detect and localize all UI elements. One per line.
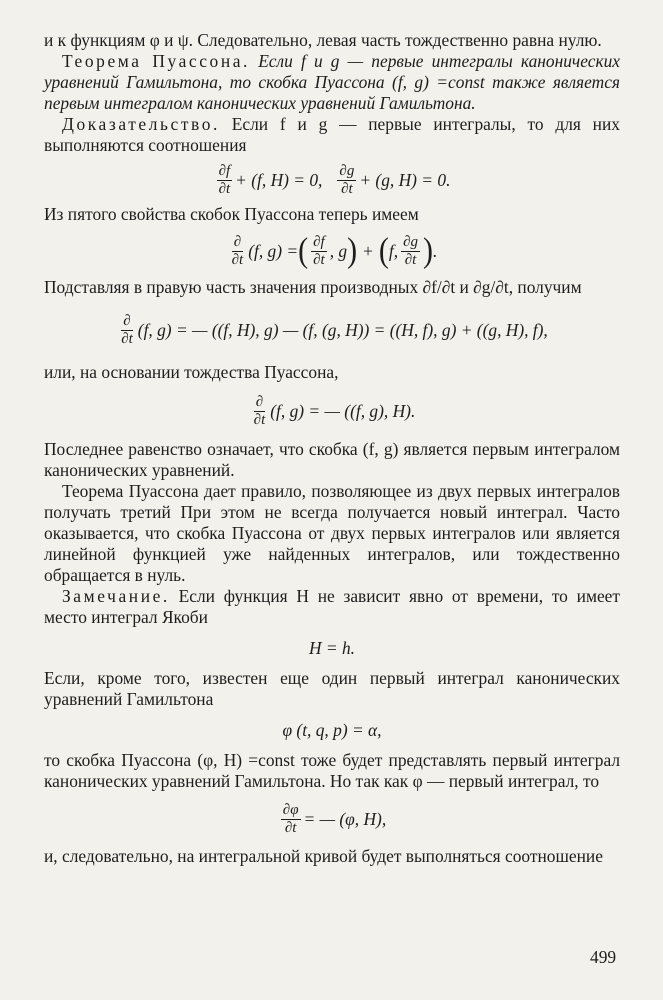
frac-num: ∂φ [282, 801, 299, 818]
formula-text: (f, g) = [248, 240, 299, 261]
paragraph: и к функциям φ и ψ. Следовательно, левая часть тождественно равна нулю. [44, 30, 602, 50]
frac-den: ∂t [284, 819, 297, 836]
frac-den: ∂t [404, 251, 417, 268]
page-body [44, 30, 620, 867]
paragraph: и, следовательно, на интегральной кривой будет выполняться соотношение [44, 846, 603, 866]
paragraph: Теорема Пуассона дает правило, позволяющее из двух первых интегралов получать третий При этом не всегда получается новый интеграл. Часто оказывается, что скобка Пуассона от двух первых интегралов или является линейной функцией уже найденных интегралов, или тождественно обращается в нуль. [44, 481, 620, 585]
formula-text: + (g, H) = 0. [359, 169, 451, 190]
formula-text: , g [329, 240, 348, 261]
frac-num: ∂g [339, 162, 355, 179]
frac-num: ∂g [403, 233, 419, 250]
paragraph: Последнее равенство означает, что скобка (f, g) является первым интегралом канонических уравнений. [44, 439, 620, 480]
formula-text: f, [388, 240, 399, 261]
theorem-paragraph [44, 51, 620, 114]
formula-text: (f, g) = — ((f, H), g) — (f, (g, H)) = ((H, f), g) + ((g, H), f), [137, 319, 548, 340]
frac-num: ∂ [233, 233, 242, 250]
formula-4 [44, 383, 620, 439]
frac-den: ∂t [218, 180, 231, 197]
formula-5 [44, 628, 620, 668]
page-number: 499 [590, 947, 617, 967]
frac-den: ∂t [253, 411, 266, 428]
frac-num: ∂f [313, 233, 325, 250]
formula-6 [44, 710, 620, 750]
formula-text: H = h. [308, 637, 356, 658]
formula-1 [44, 156, 620, 204]
paragraph: Если, кроме того, известен еще один первый интеграл канонических уравнений Гамильтона [44, 668, 620, 709]
remark-paragraph [44, 586, 620, 628]
proof-text: Если f и g — первые интегралы, то для них выполняются соотношения [44, 114, 620, 155]
formula-text: φ (t, q, p) = α, [282, 719, 382, 740]
remark-label: Замечание. [62, 586, 170, 606]
frac-den: ∂t [313, 251, 325, 268]
paragraph: Подставляя в правую часть значения производных ∂f/∂t и ∂g/∂t, получим [44, 277, 582, 297]
frac-num: ∂ [255, 393, 264, 410]
paragraph: то скобка Пуассона (φ, H) =const тоже будет представлять первый интеграл канонических уравнений Гамильтона. Но так как φ — первый интеграл, то [44, 750, 620, 791]
paragraph: Из пятого свойства скобок Пуассона теперь имеем [44, 204, 419, 224]
formula-3 [44, 298, 620, 362]
formula-text: = — (φ, H), [303, 808, 387, 829]
proof-label: Доказательство. [62, 114, 220, 134]
formula-text: (f, g) = — ((f, g), H). [270, 400, 416, 421]
frac-num: ∂f [218, 162, 231, 179]
theorem-label: Теорема Пуассона. [62, 51, 251, 71]
frac-den: ∂t [231, 251, 244, 268]
formula-7 [44, 792, 620, 846]
remark-text: Если функция H не зависит явно от времени, то имеет место интеграл Якоби [44, 586, 620, 627]
formula-2: $\frac{\partial}{\partial t}$ (f, g) = ( $\frac{\partial f}{\partial t}$ , g ) + ( f, $\frac{\partial g}{\partial t}$ ) . [231, 231, 438, 270]
frac-den: ∂t [341, 180, 353, 197]
paragraph: или, на основании тождества Пуассона, [44, 362, 339, 382]
theorem-text: Если f и g — первые интегралы канонических уравнений Гамильтона, то скобка Пуассона (f, g) =const также является первым интегралом канонических уравнений Гамильтона. [44, 51, 620, 113]
formula-text: + (f, H) = 0, [235, 169, 323, 190]
frac-den: ∂t [121, 330, 133, 347]
frac-num: ∂ [123, 312, 131, 329]
proof-paragraph [44, 114, 620, 156]
